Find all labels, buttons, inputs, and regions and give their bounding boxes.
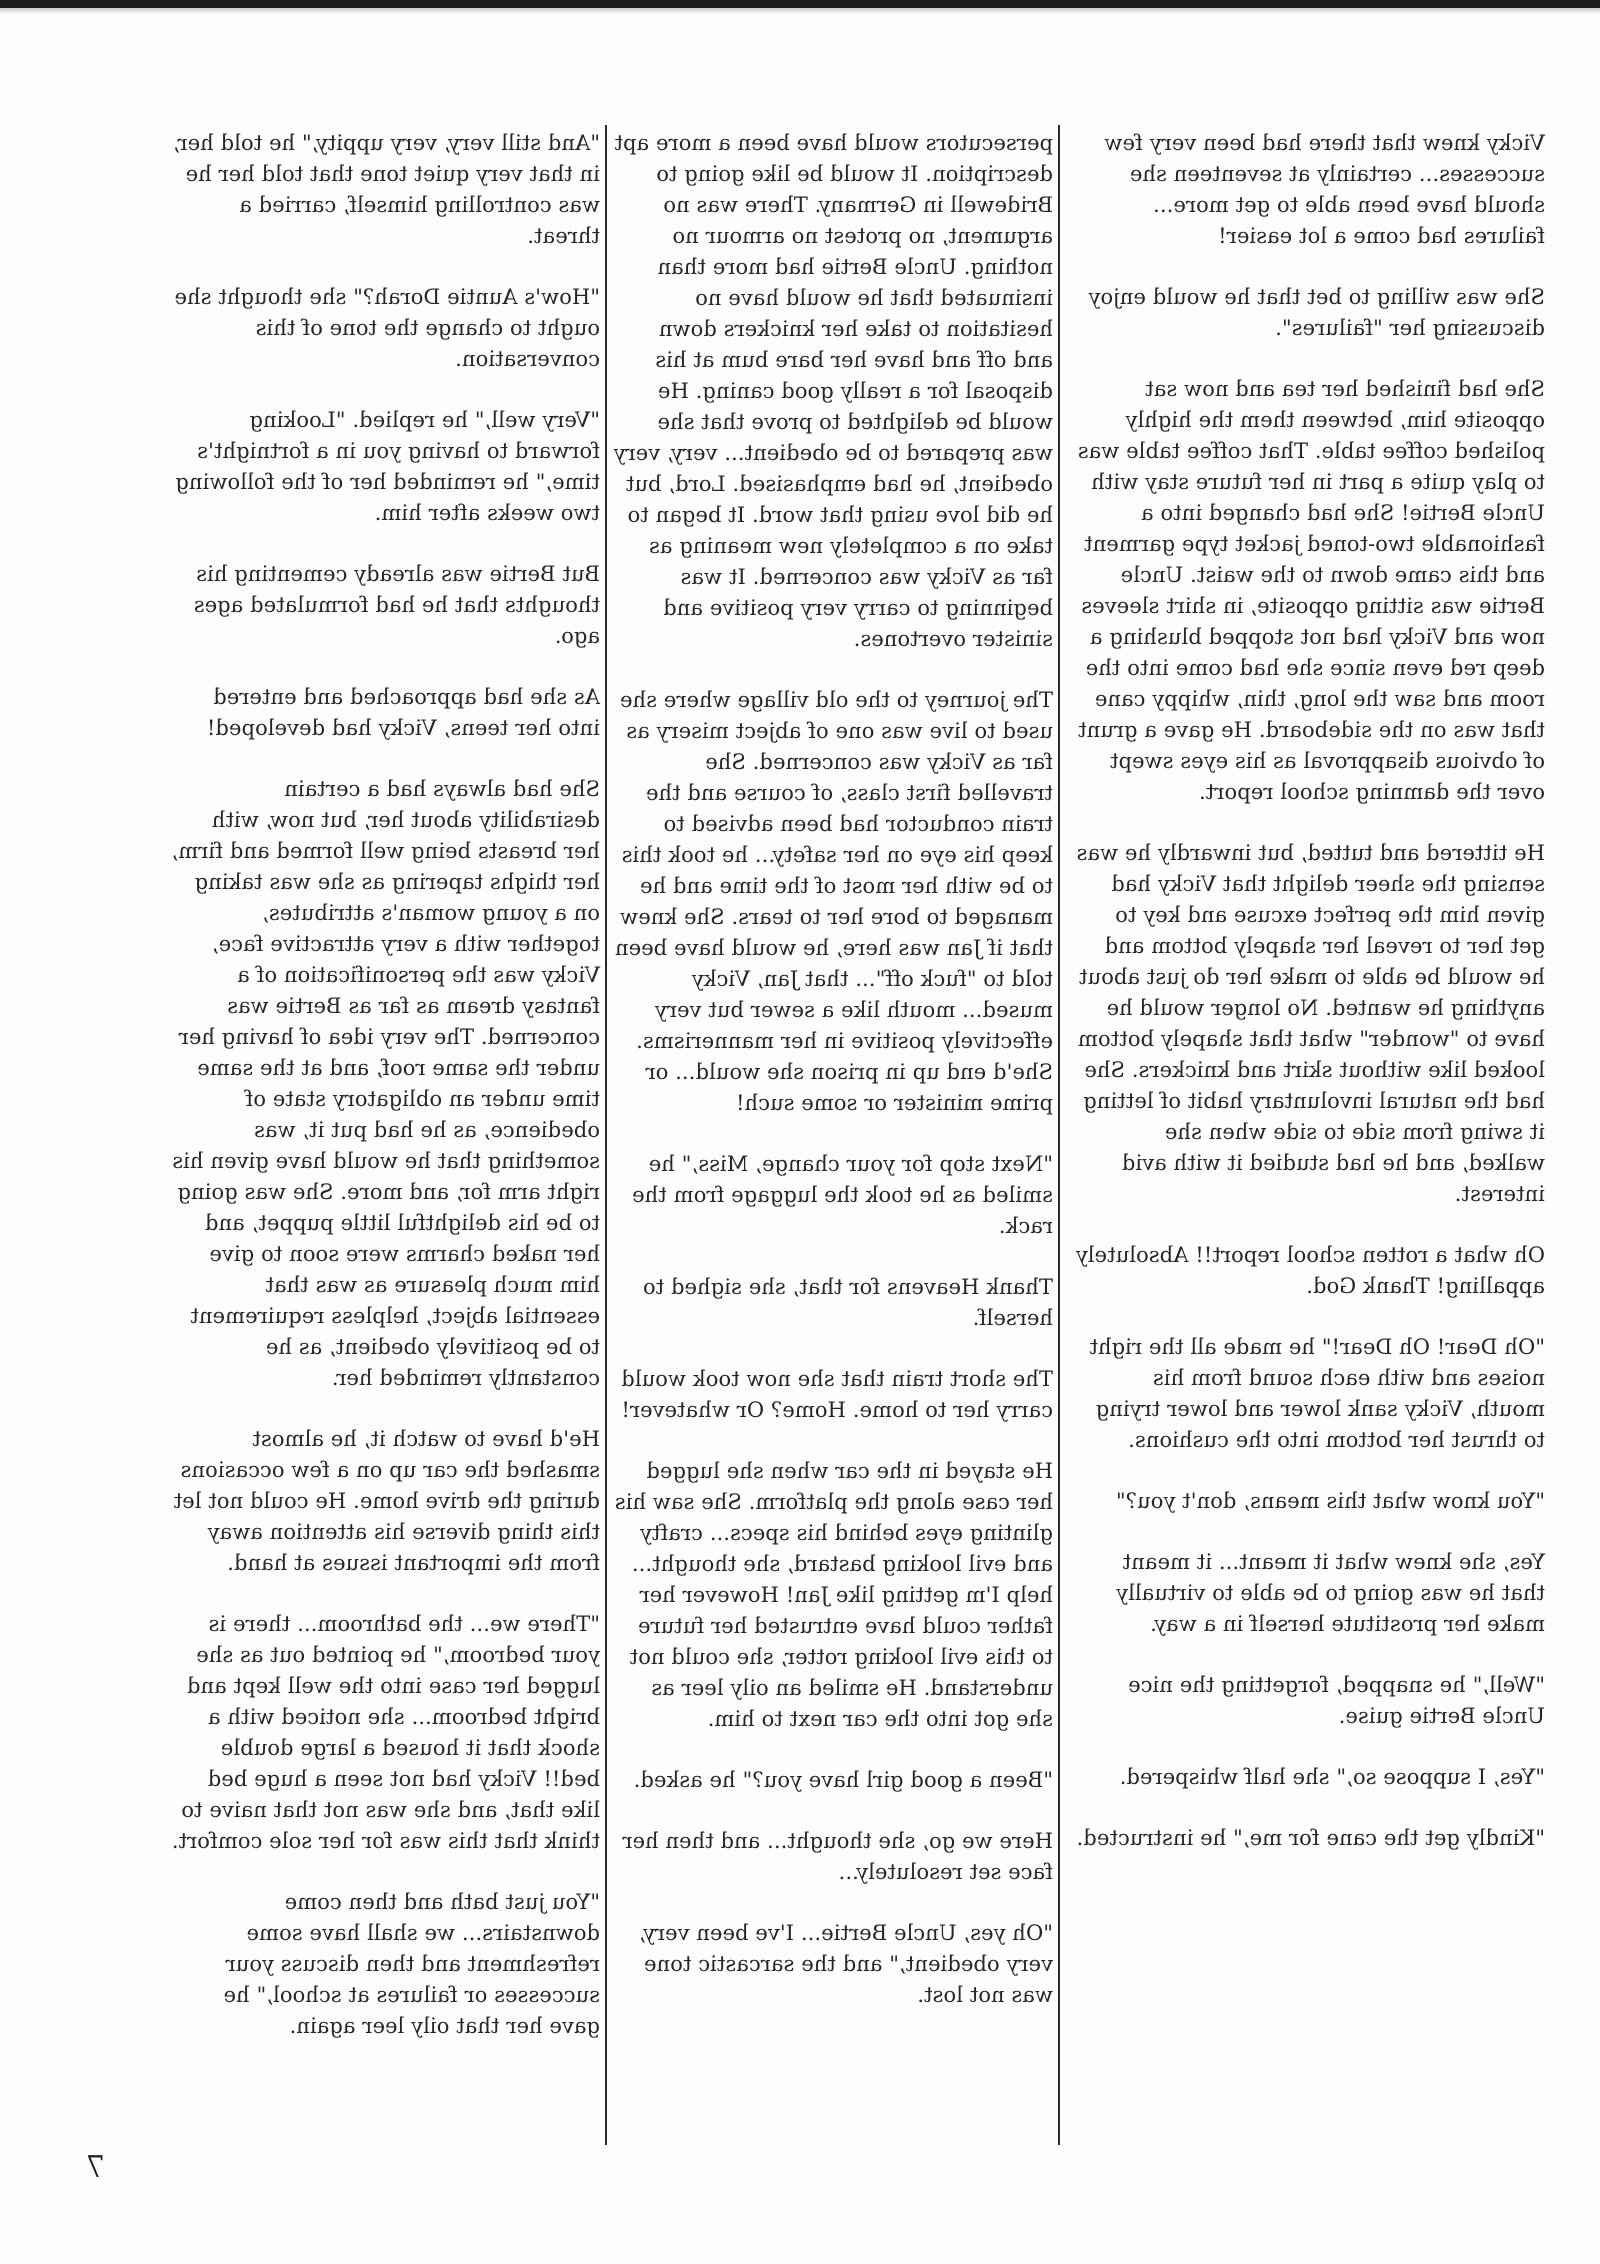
paragraph: The journey to the old village where she used to live was one of abject misery as far as Vicky was concerned. She travelled first class, of course and the train conductor had been advised to keep his eye on her safety... he took this to be with her most of the time and he managed to bore her to tears. She knew that if Jan was here, he would have been told to "fuck off"... that Jan, Vicky mused... mouth like a sewer but very effectively positive in her mannerisms. She'd end up in prison she would... or prime minister or some such! (614, 688, 1053, 1115)
paragraph: She was willing to bet that he would enjoy discussing her "failures". (1088, 285, 1545, 340)
paragraph: Here we go, she thought... and then her face set resolutely... (622, 1829, 1053, 1884)
paragraph: She had always had a certain desirability about her, but now, with her breasts being well formed and firm, her thighs tapering as she was taking on a young woman's attributes, together with a very attractive face, Vicky was the personification of a fantasy dream as far as Bertie was concerned. The very idea of having her under the same roof, and at the same time under an obligatory state of obedience, as he had put it, was something that he would have given his right arm for, and more. She was going to be his delightful little puppet, and her naked charms were soon to give him much pleasure as was that essential abject, helpless requirement to be positively obedient, as he constantly reminded her. (171, 777, 600, 1390)
paragraph: But Bertie was already cementing his thoughts that he had formulated ages ago. (193, 562, 600, 648)
paragraph: "Oh yes, Uncle Bertie... I've been very, very obedient," and the sarcastic tone was not lost. (638, 1921, 1053, 2007)
paragraph: "You just bath and then come downstairs... we shall have some refreshment and then discuss your successes or failures at school," he gave her that oily leer again. (223, 1890, 600, 2038)
paragraph: "And still very, very uppity," he told her, in that very quiet tone that told her he was controlling himself, carried a threat. (173, 131, 600, 248)
paragraph: The short train that she now took would carry her to home. Home? Or whatever! (621, 1367, 1053, 1422)
paragraph: He'd have to watch it, he almost smashed the car up on a few occasions during the drive home. He could not let this thing diverse his attention away from the important issues at hand. (173, 1427, 600, 1575)
paragraph: Oh what a rotten school report!! Absolutely appalling! Thank God. (1075, 1243, 1545, 1298)
paragraph: As she had approached and entered into her teens, Vicky had developed! (206, 685, 600, 740)
paragraph: He tittered and tutted, but inwardly he was sensing the sheer delight that Vicky had given him the perfect excuse and key to get her to reveal her shapely bottom and he would be able to make her do just about anything he wanted. No longer would he have to "wonder" what that shapely bottom looked like without skirt and knickers. She had the natural involuntary habit of letting it swing from side to side when she walked, and he had studied it with avid interest. (1076, 841, 1545, 1206)
paragraph: She had finished her tea and now sat opposite him, between them the highly polished coffee table. That coffee table was to play quite a part in her future stay with Uncle Bertie! She had changed into a fashionable two-toned jacket type garment and this came down to the waist. Uncle Bertie was sitting opposite, in shirt sleeves now and Vicky had not stopped blushing a deep red even since she had come into the room and saw the long, thin, whippy cane that was on the sideboard. He gave a grunt of obvious disapproval as his eyes swept over the damning school report. (1077, 377, 1545, 804)
paragraph: "Oh Dear! Oh Dear!" he made all the right noises and with each sound from his mouth, Vicky sank lower and lower trying to thrust her bottom into the cushions. (1089, 1335, 1545, 1452)
column-divider (605, 125, 607, 2145)
column-divider (1058, 125, 1060, 2145)
column-3 (1075, 128, 1545, 1884)
column-2 (170, 128, 600, 2072)
page-number: 7 (85, 2150, 105, 2185)
paragraph: He stayed in the car when she lugged her case along the platform. She saw his glinting eyes behind his specs... crafty and evil looking bastard, she thought... help I'm getting like Jan! However her father could have entrusted her future to this evil looking rotter, she could not understand. He smiled an oily leer as she got into the car next to him. (614, 1459, 1053, 1731)
paragraph: "How's Auntie Dorah?" she thought she ought to change the tone of this conversation. (174, 285, 600, 371)
paragraph: "Been a good girl have you?" he asked. (633, 1768, 1053, 1792)
paragraph: persecutors would have been a more apt description. It would be like going to Bridewell in Germany. There was no argument, no protest no armour no nothing. Uncle Bertie had more than insinuated that he would have no hesitation to take her knickers down and off and have her bare bum at his disposal for a really good caning. He would be delighted to prove that she was prepared to be obedient... very, very obedient, he had emphasised. Lord, but he did love using that word. It began to take on a completely new meaning as far as Vicky was concerned. It was beginning to carry very positive and sinister overtones. (613, 131, 1053, 651)
paragraph: "There we... the bathroom... there is your bedroom," he pointed out as she lugged her case into the well kept and bright bedroom... she noticed with a shock that it housed a large double bed!! Vicky had not seen a huge bed like that, and she was not that naive to think that this was for her sole comfort. (171, 1612, 600, 1853)
paragraph: "Very well," he replied. "Looking forward to having you in a fortnight's time," he reminded her of the following two weeks after him. (175, 408, 600, 525)
paragraph: Yes, she knew what it meant... it meant that he was going to be able to virtually make her prostitute herself in a way. (1116, 1550, 1545, 1636)
paragraph: "You know what this means, don't you?" (1115, 1489, 1545, 1513)
paragraph: "Well," he snapped, forgetting the nice Uncle Bertie guise. (1128, 1673, 1545, 1728)
paragraph: "Kindly get the cane for me," he instructed. (1076, 1826, 1545, 1850)
column-1 (613, 128, 1053, 2041)
paragraph: "Next stop for your change, Miss," he smiled as he took the luggage from the rack. (632, 1152, 1053, 1238)
paragraph: "Yes, I suppose so," she half whispered. (1119, 1765, 1545, 1789)
paragraph: Vicky knew that there had been very few successes... certainly at seventeen she should have been able to get more... failures had come a lot easier! (1104, 131, 1545, 248)
paragraph: Thank Heavens for that, she sighed to herself. (642, 1275, 1053, 1330)
